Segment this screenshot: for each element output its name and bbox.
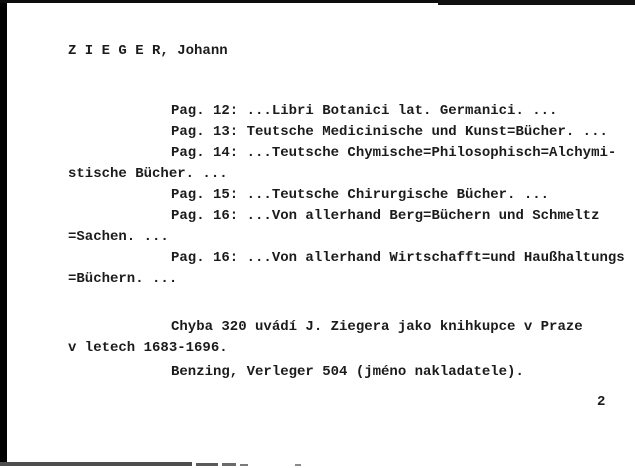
entry-heading: Z I E G E R, Johann [68,43,228,59]
page-number: 2 [597,394,606,410]
entry-line: Pag. 16: ...Von allerhand Wirtschafft=und Haußhaltungs [171,250,625,266]
scan-edge-bottom-dash [196,463,218,466]
scan-edge-bottom [0,462,192,466]
entry-line-wrap: =Sachen. ... [68,229,169,245]
entry-line: Pag. 13: Teutsche Medicinische und Kunst=Bücher. ... [171,124,608,140]
scan-edge-bottom-speck [295,464,301,466]
note-line: Chyba 320 uvádí J. Ziegera jako knihkupce v Praze [171,319,583,335]
entry-line-wrap: stische Bücher. ... [68,166,228,182]
scan-edge-top-right [438,0,635,5]
scan-edge-bottom-dash [240,464,248,466]
entry-line: Pag. 15: ...Teutsche Chirurgische Bücher. ... [171,187,550,203]
entry-line: Pag. 14: ...Teutsche Chymische=Philosophisch=Alchymi- [171,145,617,161]
note-line: Benzing, Verleger 504 (jméno nakladatele). [171,364,524,380]
scan-edge-left [0,0,7,466]
entry-line: Pag. 16: ...Von allerhand Berg=Büchern und Schmeltz [171,208,600,224]
note-line-wrap: v letech 1683-1696. [68,340,228,356]
entry-line: Pag. 12: ...Libri Botanici lat. Germanici. ... [171,103,558,119]
scan-edge-bottom-dash [222,463,236,466]
entry-line-wrap: =Büchern. ... [68,271,178,287]
